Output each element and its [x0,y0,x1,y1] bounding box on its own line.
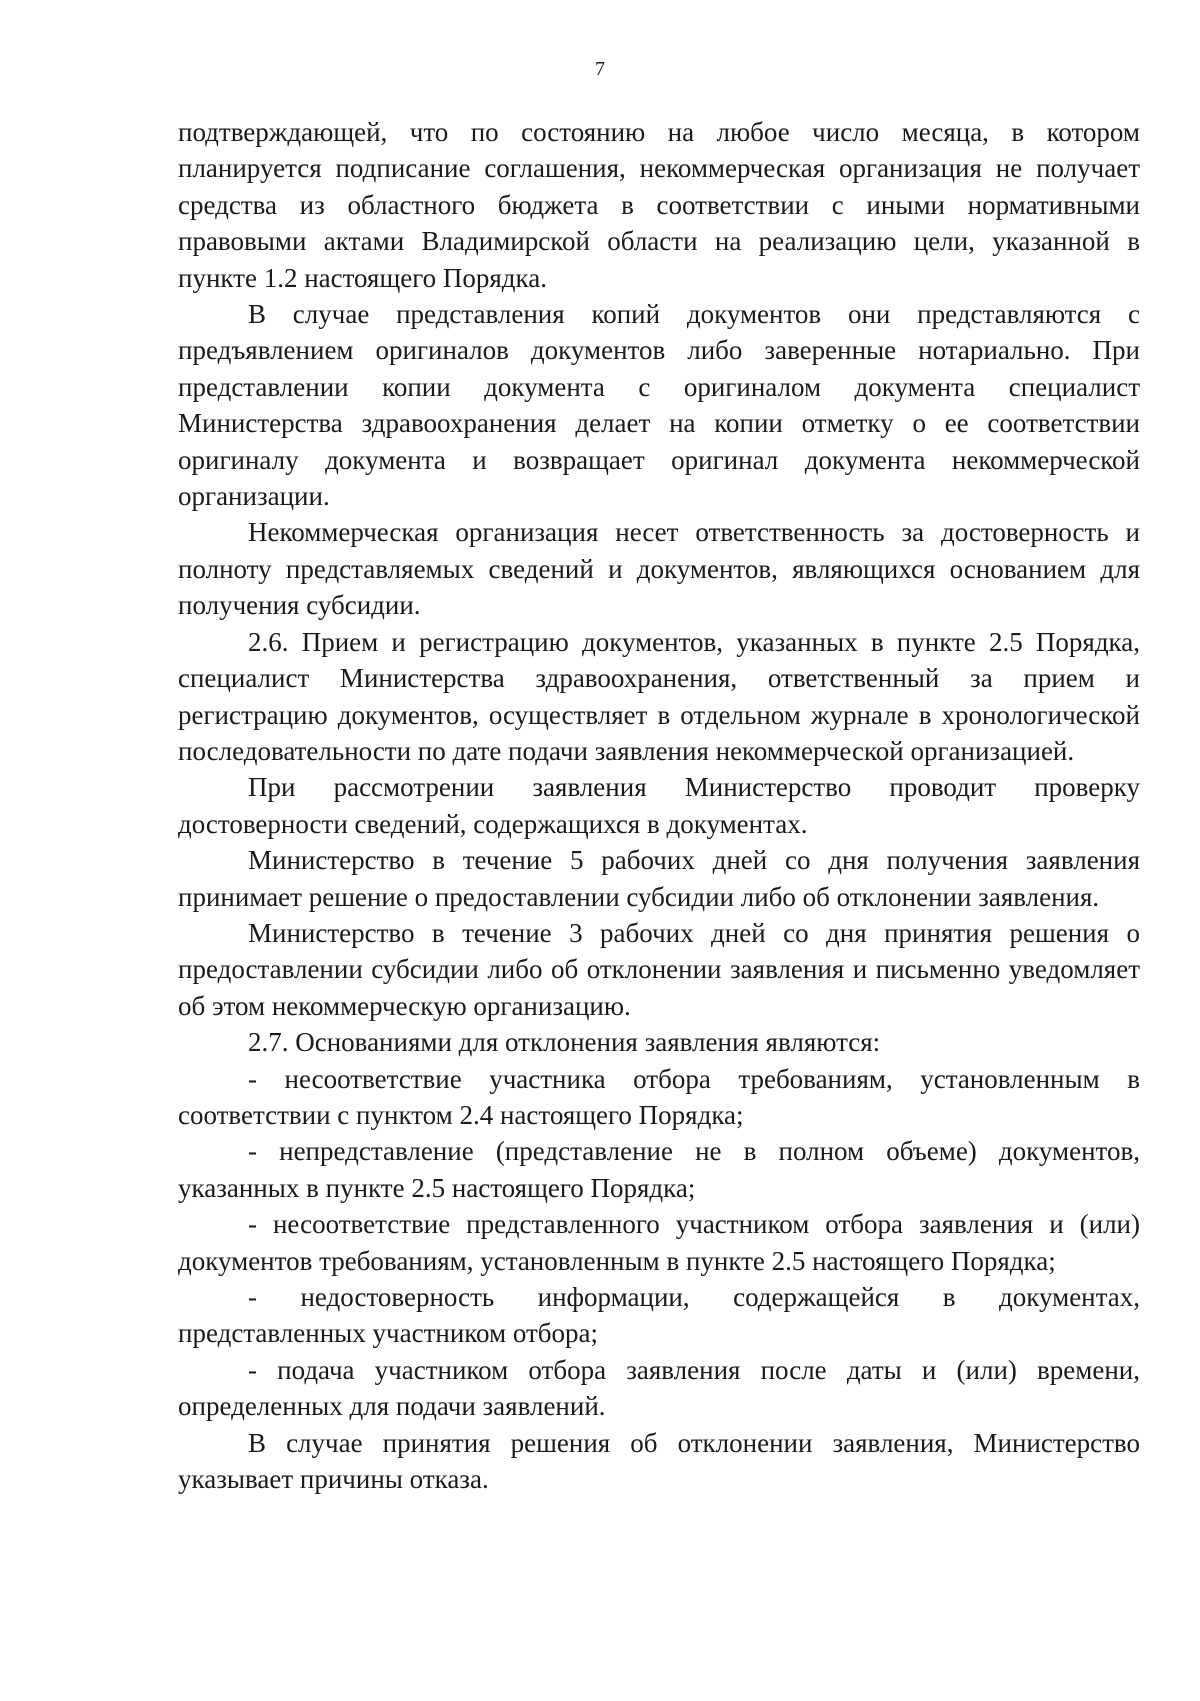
paragraph-copies: В случае представления копий документов они представляются с предъявлением оригиналов документов либо заверенные нотариально. При представлении копии документа с оригиналом документа специалист Министерства здравоохранения делает на копии отметку о ее соответствии оригиналу документа и возвращает оригинал документа некоммерческой организации. [178,299,1140,512]
list-item-late-submission: - подача участником отбора заявления после даты и (или) времени, определенных для подачи заявлений. [178,1354,1140,1422]
paragraph-review: При рассмотрении заявления Министерство проводит проверку достоверности сведений, содержащихся в документах. [178,772,1140,839]
list-item-unreliable-info: - недостоверность информации, содержащейся в документах, представленных участником отбора; [178,1282,1140,1349]
paragraph-2-6: 2.6. Прием и регистрацию документов, указанных в пункте 2.5 Порядка, специалист Министерства здравоохранения, ответственный за прием и регистрацию документов, осуществляет в отдельном журнале в хронологической последовательности по дате подачи заявления некоммерческой организацией. [178,626,1140,766]
list-item-nonconformity: - несоответствие представленного участником отбора заявления и (или) документов требованиям, установленным в пункте 2.5 настоящего Порядка; [178,1209,1140,1276]
list-item-missing-documents: - непредставление (представление не в полном объеме) документов, указанных в пункте 2.5 настоящего Порядка; [178,1136,1140,1203]
paragraph-rejection-reasons: В случае принятия решения об отклонении заявления, Министерство указывает причины отказа. [178,1427,1140,1495]
document-body [178,114,1140,1497]
paragraph-responsibility: Некоммерческая организация несет ответственность за достоверность и полноту представляемых сведений и документов, являющихся основанием для получения субсидии. [178,517,1140,621]
paragraph-2-7: 2.7. Основаниями для отклонения заявления являются: [248,1027,881,1058]
page-number: 7 [595,58,605,80]
paragraph-notification: Министерство в течение 3 рабочих дней со дня принятия решения о предоставлении субсидии либо об отклонении заявления и письменно уведомляет об этом некоммерческую организацию. [178,917,1140,1021]
paragraph-continuation: подтверждающей, что по состоянию на любое число месяца, в котором планируется подписание соглашения, некоммерческая организация не получает средства из областного бюджета в соответствии с иными нормативными правовыми актами Владимирской области на реализацию цели, указанной в пункте 1.2 настоящего Порядка. [178,117,1140,293]
list-item-requirements: - несоответствие участника отбора требованиям, установленным в соответствии с пунктом 2.4 настоящего Порядка; [178,1063,1140,1130]
paragraph-decision: Министерство в течение 5 рабочих дней со дня получения заявления принимает решение о предоставлении субсидии либо об отклонении заявления. [178,845,1140,912]
